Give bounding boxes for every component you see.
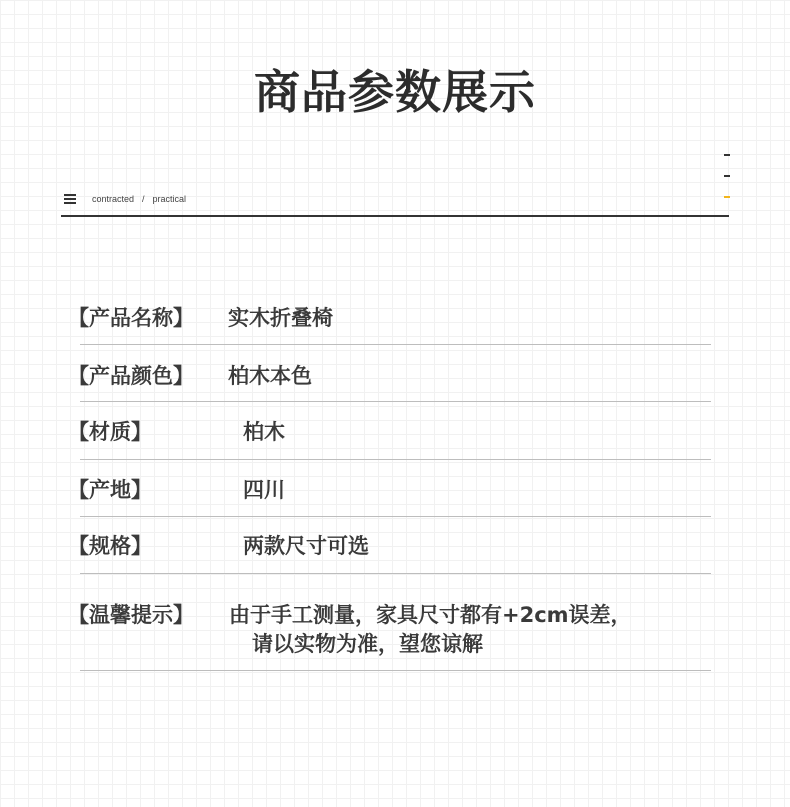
spec-label: 【产品名称】	[68, 306, 194, 330]
side-mark-1	[724, 154, 730, 156]
subtitle-word-practical: practical	[152, 194, 187, 204]
subtitle-separator: /	[142, 194, 145, 204]
subtitle-word-contracted: contracted	[92, 194, 135, 204]
side-mark-2	[724, 175, 730, 177]
spec-value: 实木折叠椅	[228, 306, 333, 330]
side-mark-accent	[724, 196, 730, 198]
row-divider	[80, 516, 711, 517]
spec-value: 两款尺寸可选	[243, 534, 369, 558]
row-divider	[80, 401, 711, 402]
subtitle	[92, 193, 186, 205]
spec-value-line2: 请以实物为准，望您谅解	[252, 632, 483, 656]
spec-value: 柏木	[243, 420, 285, 444]
spec-value: 由于手工测量，家具尺寸都有+2cm误差，	[229, 603, 632, 627]
row-divider	[80, 344, 711, 345]
spec-label: 【产品颜色】	[68, 364, 194, 388]
spec-value: 柏木本色	[228, 364, 312, 388]
row-divider	[80, 670, 711, 671]
spec-value: 四川	[243, 478, 285, 502]
header-rule	[61, 215, 729, 217]
spec-label: 【规格】	[68, 534, 152, 558]
spec-label: 【材质】	[68, 420, 152, 444]
row-divider	[80, 573, 711, 574]
row-divider	[80, 459, 711, 460]
spec-label: 【产地】	[68, 478, 152, 502]
page-title: 商品参数展示	[254, 65, 536, 119]
menu-icon[interactable]	[64, 194, 76, 205]
spec-label: 【温馨提示】	[68, 603, 194, 627]
